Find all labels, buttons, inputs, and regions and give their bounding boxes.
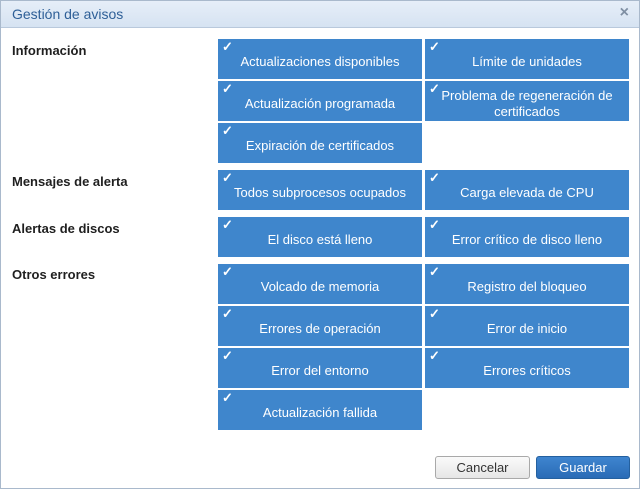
tile-label: Errores de operación	[259, 321, 381, 336]
section-label-otros-errores: Otros errores	[12, 267, 96, 282]
check-icon: ✓	[429, 39, 440, 54]
tile-label: Todos subprocesos ocupados	[233, 185, 406, 200]
tile-label: El disco está lleno	[267, 232, 373, 247]
check-icon: ✓	[222, 81, 233, 96]
check-icon: ✓	[429, 306, 440, 321]
check-icon: ✓	[222, 390, 233, 405]
tile-label: Errores críticos	[483, 363, 571, 378]
tile-registro-bloqueo[interactable]	[425, 264, 629, 304]
check-icon: ✓	[222, 264, 233, 279]
check-icon: ✓	[222, 306, 233, 321]
check-icon: ✓	[222, 39, 233, 54]
tile-label: Actualización programada	[244, 96, 396, 111]
check-icon: ✓	[429, 348, 440, 363]
tile-actualizacion-programada[interactable]	[218, 81, 422, 121]
tile-expiracion-certificados[interactable]	[218, 123, 422, 163]
tile-label: Límite de unidades	[472, 54, 582, 69]
tile-label: Volcado de memoria	[260, 279, 380, 294]
tile-actualizaciones-disponibles[interactable]	[218, 39, 422, 79]
dialog-title: Gestión de avisos	[12, 6, 124, 22]
tile-error-entorno[interactable]	[218, 348, 422, 388]
tile-disco-lleno[interactable]	[218, 217, 422, 257]
check-icon: ✓	[429, 81, 440, 96]
save-button[interactable]: Guardar	[536, 456, 630, 479]
tile-problema-regeneracion-certificados[interactable]	[425, 81, 629, 121]
check-icon: ✓	[429, 170, 440, 185]
tile-errores-operacion[interactable]	[218, 306, 422, 346]
tile-label: Actualización fallida	[262, 405, 378, 420]
cancel-button[interactable]: Cancelar	[435, 456, 530, 479]
tile-label: Error del entorno	[271, 363, 369, 378]
check-icon: ✓	[222, 170, 233, 185]
tile-carga-elevada-cpu[interactable]	[425, 170, 629, 210]
tile-limite-unidades[interactable]	[425, 39, 629, 79]
tile-label: Error crítico de disco lleno	[451, 232, 603, 247]
check-icon: ✓	[222, 123, 233, 138]
tile-errores-criticos[interactable]	[425, 348, 629, 388]
section-label-informacion: Información	[12, 43, 87, 58]
tile-label: Problema de regeneración de certificados	[441, 88, 613, 119]
dialog-titlebar	[1, 1, 639, 28]
tile-label: Actualizaciones disponibles	[240, 54, 400, 69]
check-icon: ✓	[222, 217, 233, 232]
close-icon[interactable]: ×	[619, 4, 629, 21]
tile-label: Error de inicio	[486, 321, 568, 336]
section-label-mensajes-alerta: Mensajes de alerta	[12, 174, 128, 189]
check-icon: ✓	[222, 348, 233, 363]
tile-todos-subprocesos-ocupados[interactable]	[218, 170, 422, 210]
tile-volcado-memoria[interactable]	[218, 264, 422, 304]
tile-label: Registro del bloqueo	[467, 279, 587, 294]
tile-error-critico-disco-lleno[interactable]	[425, 217, 629, 257]
section-label-alertas-discos: Alertas de discos	[12, 221, 120, 236]
check-icon: ✓	[429, 264, 440, 279]
tile-actualizacion-fallida[interactable]	[218, 390, 422, 430]
tile-label: Expiración de certificados	[245, 138, 395, 153]
tile-error-inicio[interactable]	[425, 306, 629, 346]
tile-label: Carga elevada de CPU	[460, 185, 594, 200]
check-icon: ✓	[429, 217, 440, 232]
